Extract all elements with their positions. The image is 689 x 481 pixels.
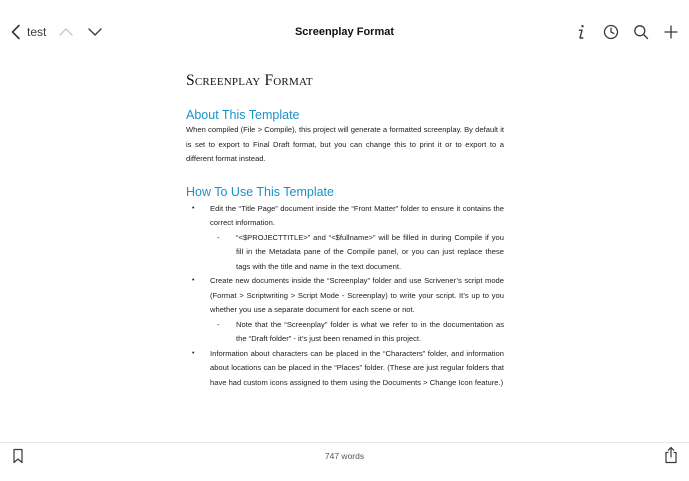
section-paragraph-about: When compiled (File > Compile), this project will generate a formatted screenplay. By default it is set to export to Final Draft format, but you can change this to print it or to export to a different format instead. bbox=[186, 125, 504, 163]
sub-list bbox=[210, 318, 504, 347]
history-button[interactable] bbox=[602, 23, 620, 41]
sub-list bbox=[210, 231, 504, 275]
sub-list-item: - “<$PROJECTTITLE>” and “<$fullname>” will be filled in during Compile if you fill in the Metadata pane of the Compile panel, or you can just replace these tags with the title and name in the text document. bbox=[210, 231, 504, 275]
document-title: Screenplay Format bbox=[186, 72, 313, 89]
list-item-text: Information about characters can be placed in the “Characters” folder, and information about locations can be placed in the “Places” folder. (These are just regular folders that have had custom icons assigned to them using the Documents > Change Icon feature.) bbox=[210, 348, 504, 387]
list-item-text: Edit the “Title Page” document inside the “Front Matter” folder to ensure it contains the correct information. bbox=[210, 203, 504, 227]
list-item bbox=[186, 347, 504, 391]
section-heading-how-to-use: How To Use This Template bbox=[186, 184, 334, 199]
list-item bbox=[186, 274, 504, 347]
search-button[interactable] bbox=[632, 23, 650, 41]
list-item bbox=[186, 202, 504, 275]
word-count: 747 words bbox=[324, 451, 365, 461]
sub-list-item: - Note that the “Screenplay” folder is what we refer to in the documentation as the “Draft folder” - it’s just been renamed in this project. bbox=[210, 318, 504, 347]
plus-icon bbox=[662, 23, 680, 41]
section-heading-about: About This Template bbox=[186, 108, 300, 122]
document-editor[interactable] bbox=[186, 62, 504, 442]
clock-icon bbox=[602, 23, 620, 41]
add-button[interactable] bbox=[662, 23, 680, 41]
list-item-text: Create new documents inside the “Screenplay” folder and use Scrivener’s script mode (Format > Scriptwriting > Script Mode - Screenplay) to write your script. It’s up to you whether you use a separate document for each scene or not. bbox=[210, 276, 504, 314]
top-toolbar bbox=[0, 0, 689, 62]
bottom-toolbar bbox=[0, 443, 689, 481]
back-button-label: test bbox=[27, 25, 47, 39]
instructions-list bbox=[186, 202, 504, 391]
share-icon[interactable] bbox=[664, 446, 678, 464]
search-icon bbox=[632, 23, 650, 41]
page-title: Screenplay Format bbox=[294, 26, 395, 38]
info-icon bbox=[572, 23, 590, 41]
inspector-button[interactable] bbox=[572, 23, 590, 41]
